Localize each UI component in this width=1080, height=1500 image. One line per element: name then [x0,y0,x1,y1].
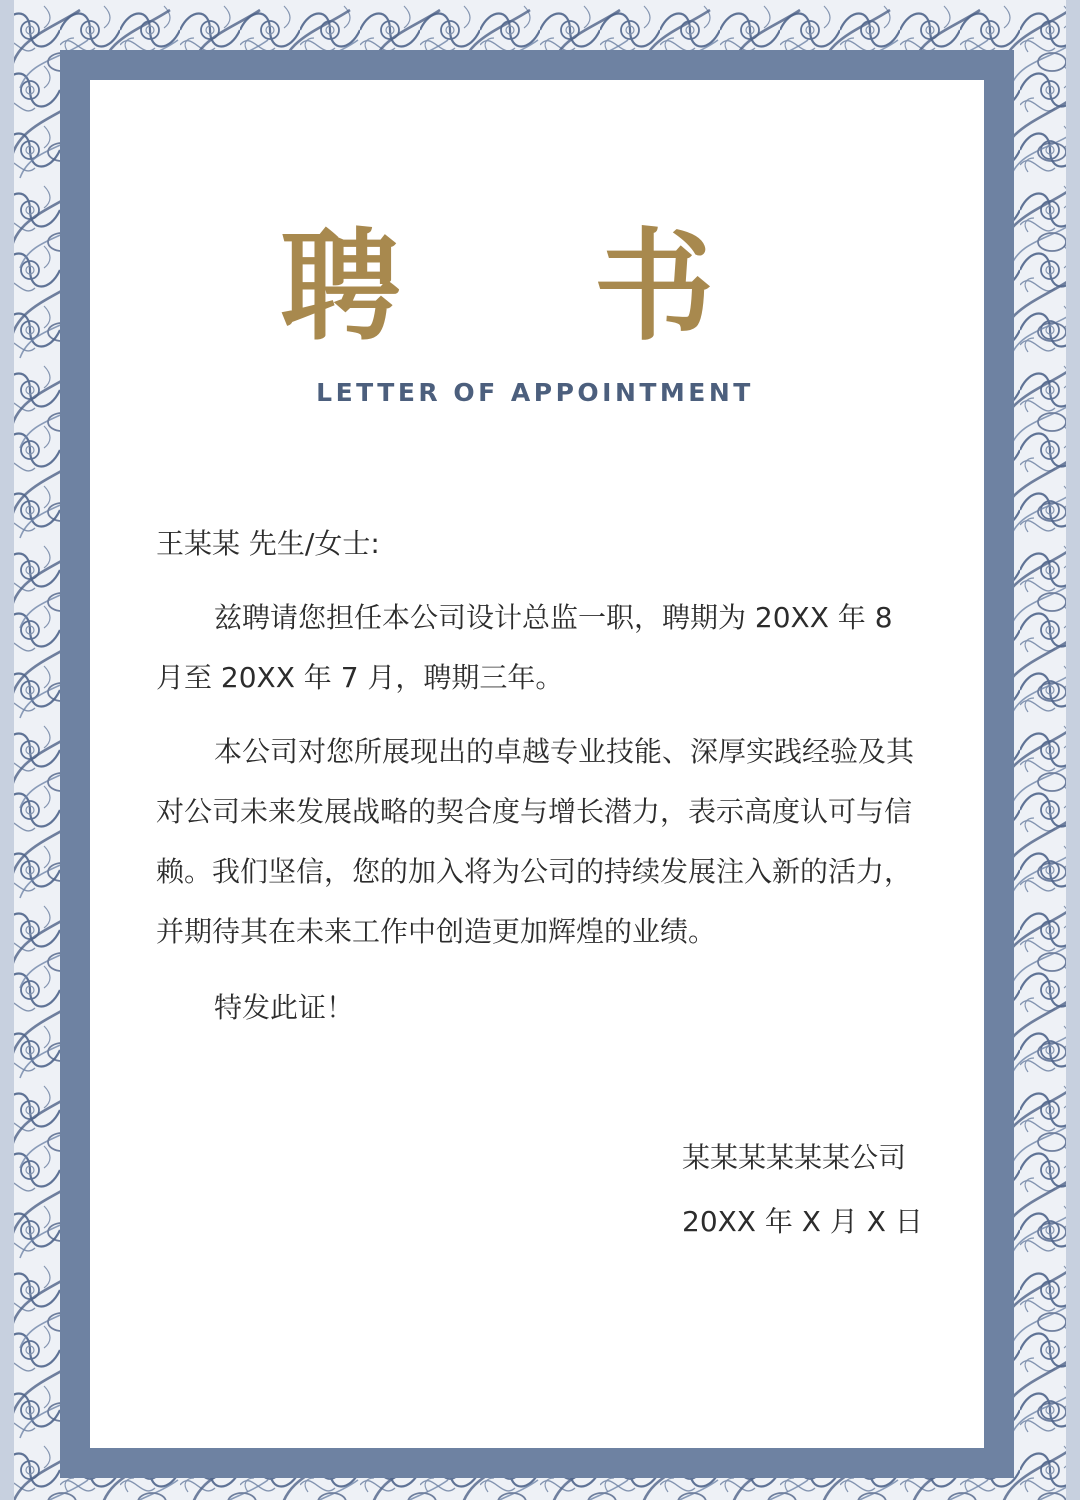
paragraph-recognition: 本公司对您所展现出的卓越专业技能、深厚实践经验及其对公司未来发展战略的契合度与增长潜力，表示高度认可与信赖。我们坚信，您的加入将为公司的持续发展注入新的活力，并期待其在未来工作中创造更加辉煌的业绩。 [156,735,915,948]
issue-date: 20XX 年 X 月 X 日 [682,1205,923,1238]
document-subtitle: LETTER OF APPOINTMENT [316,378,754,407]
salutation: 王某某 先生/女士: [156,527,380,560]
company-name: 某某某某某某公司 [682,1141,907,1174]
document-title: 聘 书 [280,216,790,357]
paragraph-closing: 特发此证！ [214,991,355,1024]
paragraph-appointment: 兹聘请您担任本公司设计总监一职，聘期为 20XX 年 8 月至 20XX 年 7 月，聘期三年。 [156,601,893,694]
